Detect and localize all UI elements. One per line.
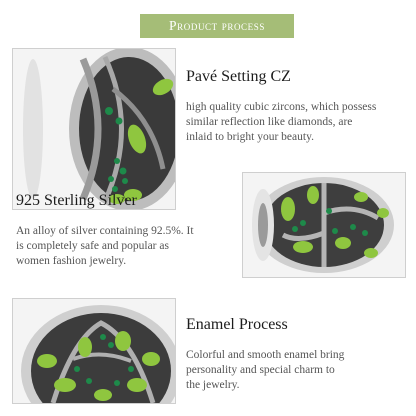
- description-line: personality and special charm to: [186, 364, 335, 376]
- description-line: inlaid to bright your beauty.: [186, 131, 314, 143]
- section-sterling-silver: [16, 192, 238, 269]
- section-description: [186, 348, 406, 393]
- section-enamel-process: [186, 316, 406, 393]
- description-line: is completely safe and popular as: [16, 240, 169, 252]
- charm-front-graphic: [13, 299, 175, 403]
- description-line: high quality cubic zircons, which possess: [186, 101, 377, 113]
- description-line: An alloy of silver containing 92.5%. It: [16, 225, 194, 237]
- description-line: Colorful and smooth enamel bring: [186, 349, 345, 361]
- sterling-silver-charm-image: [242, 172, 406, 278]
- description-line: similar reflection like diamonds, are: [186, 116, 353, 128]
- section-heading: 925 Sterling Silver: [16, 192, 137, 209]
- section-description: [16, 224, 238, 269]
- section-pave-setting: [186, 68, 406, 145]
- section-heading: Pavé Setting CZ: [186, 68, 291, 85]
- section-description: [186, 100, 406, 145]
- enamel-process-image: [12, 298, 176, 404]
- description-line: the jewelry.: [186, 379, 240, 391]
- charm-side-graphic: [243, 173, 405, 277]
- description-line: women fashion jewelry.: [16, 255, 127, 267]
- banner-label: Product process: [169, 18, 265, 33]
- charm-closeup-graphic: [13, 49, 175, 209]
- pave-setting-closeup-image: [12, 48, 176, 210]
- section-heading: Enamel Process: [186, 316, 288, 333]
- product-process-banner: [140, 14, 294, 38]
